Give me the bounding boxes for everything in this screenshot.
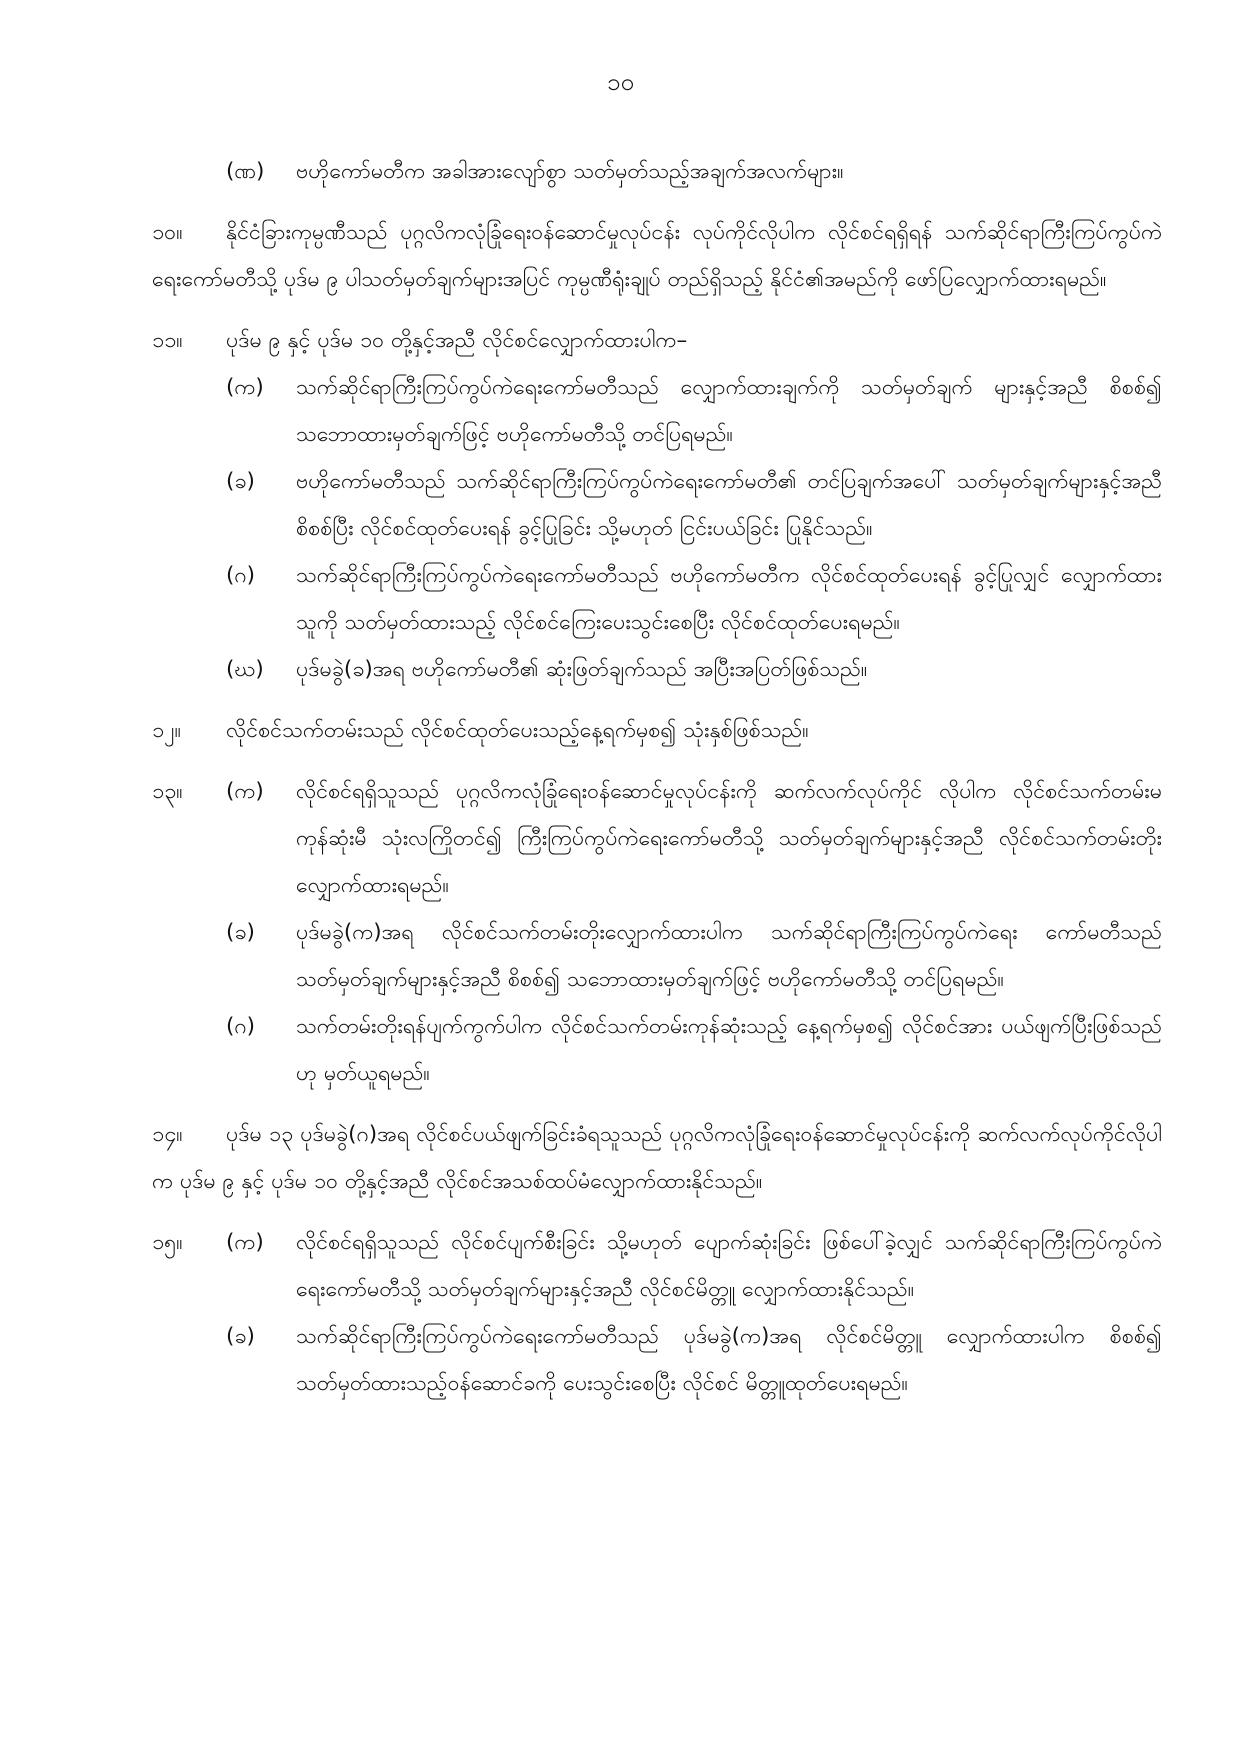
section-10 <box>152 209 1162 303</box>
list-item <box>152 768 1162 909</box>
section-text: ပုဒ်မ ၁၃ ပုဒ်မခွဲ(ဂ)အရ လိုင်စင်ပယ်ဖျက်ခြင်းခံရသူသည် ပုဂ္ဂလိကလုံခြုံရေးဝန်ဆောင်မှုလုပ်ငန်းကို ဆက်လက်လုပ်ကိုင်လိုပါက ပုဒ်မ ၉ နှင့် ပုဒ်မ ၁၀ တို့နှင့်အညီ လိုင်စင်အသစ်ထပ်မံလျှောက်ထားနိုင်သည်။ <box>152 1122 1162 1194</box>
item-text: သက်တမ်းတိုးရန်ပျက်ကွက်ပါက လိုင်စင်သက်တမ်းကုန်ဆုံးသည့် နေ့ရက်မှစ၍ လိုင်စင်အား ပယ်ဖျက်ပြီးဖြစ်သည်ဟု မှတ်ယူရမည်။ <box>296 1014 1162 1086</box>
item-label: (ခ) <box>226 920 255 945</box>
item-text: ပုဒ်မခွဲ(က)အရ လိုင်စင်သက်တမ်းတိုးလျှောက်ထားပါက သက်ဆိုင်ရာကြီးကြပ်ကွပ်ကဲရေး ကော်မတီသည် သတ်မှတ်ချက်များနှင့်အညီ စိစစ်၍ သဘောထားမှတ်ချက်ဖြင့် ဗဟိုကော်မတီသို့ တင်ပြရမည်။ <box>296 920 1162 992</box>
section-12 <box>152 707 1162 754</box>
item-text: လိုင်စင်ရရှိသူသည် ပုဂ္ဂလိကလုံခြုံရေးဝန်ဆောင်မှုလုပ်ငန်းကို ဆက်လက်လုပ်ကိုင် လိုပါက လိုင်စင်သက်တမ်းမကုန်ဆုံးမီ သုံးလကြိုတင်၍ ကြီးကြပ်ကွပ်ကဲရေးကော်မတီသို့ သတ်မှတ်ချက်များနှင့်အညီ လိုင်စင်သက်တမ်းတိုးလျှောက်ထားရမည်။ <box>296 779 1162 898</box>
item-label: (ခ) <box>226 1324 255 1349</box>
item-label: (က) <box>226 779 264 804</box>
list-item <box>152 1313 1162 1407</box>
item-text: ပုဒ်မခွဲ(ခ)အရ ဗဟိုကော်မတီ၏ ဆုံးဖြတ်ချက်သည် အပြီးအပြတ်ဖြစ်သည်။ <box>296 657 868 682</box>
intro-item <box>152 148 1162 195</box>
list-item <box>152 458 1162 552</box>
list-item <box>152 1003 1162 1097</box>
section-11 <box>152 317 1162 693</box>
document-body <box>152 148 1162 1407</box>
item-label: (ဂ) <box>226 563 256 588</box>
section-number: ၁၃။ <box>152 779 183 804</box>
list-item <box>152 1219 1162 1313</box>
item-text: သက်ဆိုင်ရာကြီးကြပ်ကွပ်ကဲရေးကော်မတီသည် ဗဟိုကော်မတီက လိုင်စင်ထုတ်ပေးရန် ခွင့်ပြုလျှင် လျှောက်ထားသူကို သတ်မှတ်ထားသည့် လိုင်စင်ကြေးပေးသွင်းစေပြီး လိုင်စင်ထုတ်ပေးရမည်။ <box>296 563 1162 635</box>
item-text: ဗဟိုကော်မတီက အခါအားလျော်စွာ သတ်မှတ်သည့်အချက်အလက်များ။ <box>296 159 844 184</box>
item-label: (ခ) <box>226 469 255 494</box>
list-item <box>152 364 1162 458</box>
section-14 <box>152 1111 1162 1205</box>
list-item <box>152 909 1162 1003</box>
item-text: သက်ဆိုင်ရာကြီးကြပ်ကွပ်ကဲရေးကော်မတီသည် လျှောက်ထားချက်ကို သတ်မှတ်ချက် များနှင့်အညီ စိစစ်၍ သဘောထားမှတ်ချက်ဖြင့် ဗဟိုကော်မတီသို့ တင်ပြရမည်။ <box>296 375 1162 447</box>
item-text: လိုင်စင်ရရှိသူသည် လိုင်စင်ပျက်စီးခြင်း သို့မဟုတ် ပျောက်ဆုံးခြင်း ဖြစ်ပေါ်ခဲ့လျှင် သက်ဆိုင်ရာကြီးကြပ်ကွပ်ကဲရေးကော်မတီသို့ သတ်မှတ်ချက်များနှင့်အညီ လိုင်စင်မိတ္တူ လျှောက်ထားနိုင်သည်။ <box>296 1230 1162 1302</box>
item-text: သက်ဆိုင်ရာကြီးကြပ်ကွပ်ကဲရေးကော်မတီသည် ပုဒ်မခွဲ(က)အရ လိုင်စင်မိတ္တူ လျှောက်ထားပါက စိစစ်၍ သတ်မှတ်ထားသည့်ဝန်ဆောင်ခကို ပေးသွင်းစေပြီး လိုင်စင် မိတ္တူထုတ်ပေးရမည်။ <box>296 1324 1162 1396</box>
section-number: ၁၁။ <box>152 328 183 353</box>
section-number: ၁၄။ <box>152 1122 183 1147</box>
item-label: (ဂ) <box>226 1014 256 1039</box>
section-number: ၁၅။ <box>152 1230 183 1255</box>
section-number: ၁၂။ <box>152 718 182 743</box>
section-text: နိုင်ငံခြားကုမ္ပဏီသည် ပုဂ္ဂလိကလုံခြုံရေးဝန်ဆောင်မှုလုပ်ငန်း လုပ်ကိုင်လိုပါက လိုင်စင်ရရှိရန် သက်ဆိုင်ရာကြီးကြပ်ကွပ်ကဲရေးကော်မတီသို့ ပုဒ်မ ၉ ပါသတ်မှတ်ချက်များအပြင် ကုမ္ပဏီရုံးချုပ် တည်ရှိသည့် နိုင်ငံ၏အမည်ကို ဖော်ပြလျှောက်ထားရမည်။ <box>152 220 1162 292</box>
list-item <box>152 646 1162 693</box>
item-text: ဗဟိုကော်မတီသည် သက်ဆိုင်ရာကြီးကြပ်ကွပ်ကဲရေးကော်မတီ၏ တင်ပြချက်အပေါ် သတ်မှတ်ချက်များနှင့်အညီ စိစစ်ပြီး လိုင်စင်ထုတ်ပေးရန် ခွင့်ပြုခြင်း သို့မဟုတ် ငြင်းပယ်ခြင်း ပြုနိုင်သည်။ <box>296 469 1162 541</box>
page-number: ၁၀ <box>607 68 634 96</box>
section-15 <box>152 1219 1162 1407</box>
section-stem: ပုဒ်မ ၉ နှင့် ပုဒ်မ ၁၀ တို့နှင့်အညီ လိုင်စင်လျှောက်ထားပါက– <box>226 328 688 353</box>
item-label: (က) <box>226 375 264 400</box>
item-label: (ဃ) <box>226 657 264 682</box>
list-item <box>152 552 1162 646</box>
item-label: (က) <box>226 1230 264 1255</box>
item-label: (ဏ) <box>226 159 265 184</box>
section-13 <box>152 768 1162 1097</box>
section-text: လိုင်စင်သက်တမ်းသည် လိုင်စင်ထုတ်ပေးသည့်နေ့ရက်မှစ၍ သုံးနှစ်ဖြစ်သည်။ <box>226 718 809 743</box>
section-number: ၁၀။ <box>152 220 183 245</box>
